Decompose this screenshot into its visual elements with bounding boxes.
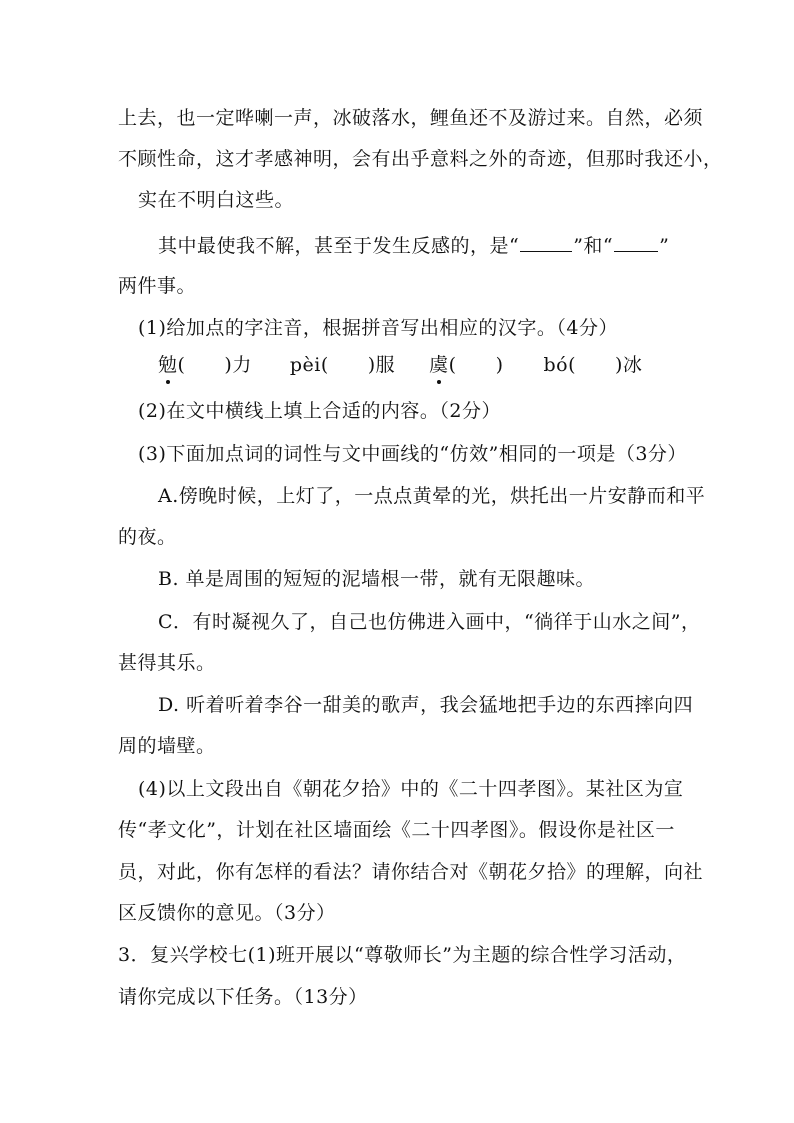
passage-line-2: 不顾性命，这才孝感神明，会有出乎意料之外的奇迹，但那时我还小， [118,148,723,170]
dotted-char: 虞 [429,354,449,376]
question-main-3-line-2: 请你完成以下任务。（13分） [118,986,368,1008]
q1-item-4 [544,352,643,378]
passage-line-4-part-a: 其中最使我不解，甚至于发生反感的，是“ [158,235,520,257]
q3-option-b: B. 单是周围的短短的泥墙根一带，就有无限趣味。 [158,568,596,590]
q3-option-c-line-2: 甚得其乐。 [118,652,216,674]
q3-option-c-line-1: C．有时凝视久了，自己也仿佛进入画中，“徜徉于山水之间”， [158,611,701,633]
q1-item-4-answer-blank[interactable]: ( )冰 [568,354,643,376]
question-4-line-2: 传“孝文化”，计划在社区墙面绘《二十四孝图》。假设你是社区一 [118,819,675,841]
q1-item-3-answer-blank[interactable]: ( ) [448,354,504,376]
passage-line-4-part-c: ” [659,235,670,257]
passage-line-4-part-b: ”和“ [573,235,614,257]
q1-item-2-answer-blank[interactable]: ( )服 [320,354,396,376]
q3-option-a-line-2: 的夜。 [118,526,177,548]
q1-item-1-answer-blank[interactable]: ( )力 [177,354,252,376]
dotted-char: 勉 [158,354,178,376]
question-4-line-3: 员，对此，你有怎样的看法？请你结合对《朝花夕拾》的理解，向社 [118,861,704,883]
q3-option-d-line-2: 周的墙壁。 [118,735,216,757]
passage-line-5: 两件事。 [118,275,197,297]
q1-item-3 [429,352,503,378]
q1-item-1 [158,352,252,378]
q3-option-d-line-1: D. 听着听着李谷一甜美的歌声，我会猛地把手边的东西摔向四 [158,694,694,716]
passage-line-3: 实在不明白这些。 [138,189,295,211]
fill-blank-2[interactable] [614,233,658,252]
question-3-stem: (3)下面加点词的词性与文中画线的“仿效”相同的一项是（3分） [138,443,687,465]
question-4-line-1: (4)以上文段出自《朝花夕拾》中的《二十四孝图》。某社区为宣 [138,778,684,800]
fill-blank-1[interactable] [520,233,572,252]
question-1-items [158,352,642,378]
question-4-line-4: 区反馈你的意见。（3分） [118,902,336,924]
q1-item-2 [290,352,395,378]
pinyin-text: pèi [289,354,321,376]
question-1-stem: (1)给加点的字注音，根据拼音写出相应的汉字。（4分） [138,317,619,339]
pinyin-text: bó [543,354,569,376]
question-2-stem: (2)在文中横线上填上合适的内容。（2分） [138,400,502,422]
q3-option-a-line-1: A.傍晚时候，上灯了，一点点黄晕的光，烘托出一片安静而和平 [158,485,706,507]
passage-line-1: 上去，也一定哗喇一声，冰破落水，鲤鱼还不及游过来。自然，必须 [118,107,704,129]
passage-line-4 [158,233,669,259]
question-main-3-line-1: 3．复兴学校七(1)班开展以“尊敬师长”为主题的综合性学习活动， [118,944,687,966]
